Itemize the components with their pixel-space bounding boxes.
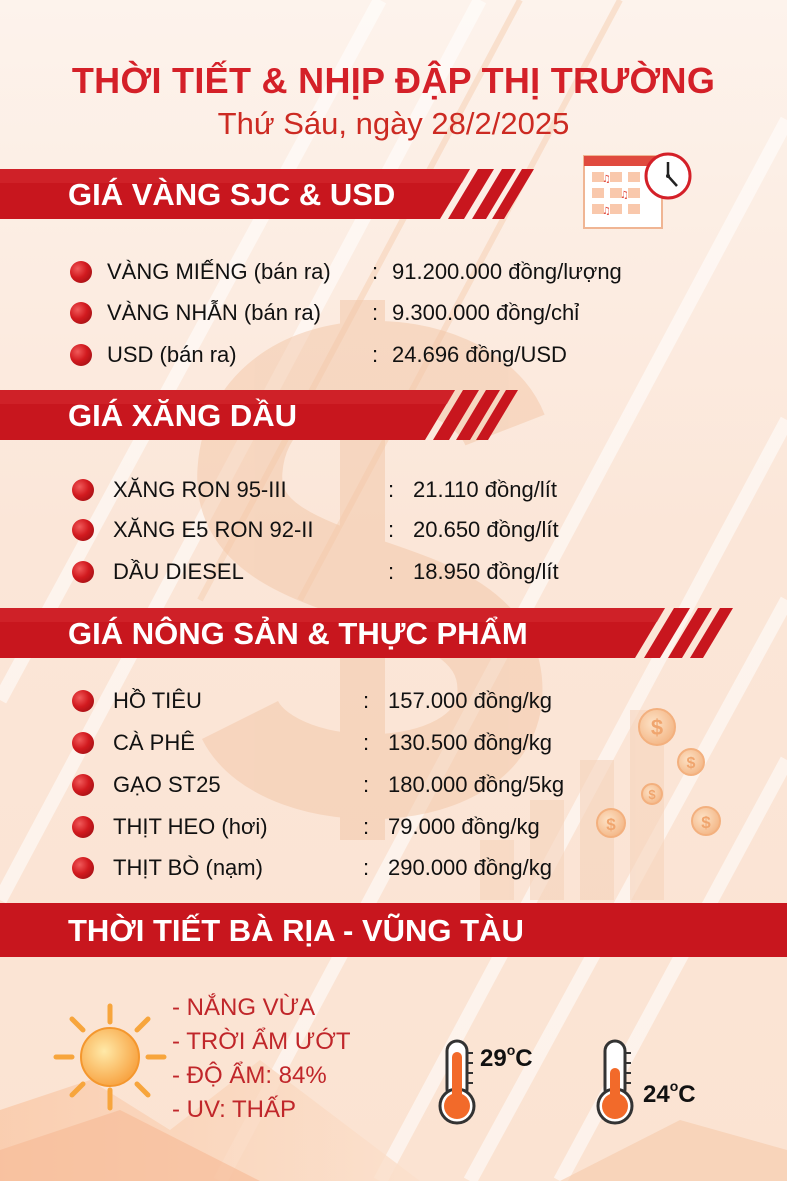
bullet-icon (72, 774, 94, 796)
section-header-weather (0, 903, 787, 957)
item-value: 180.000 đồng/5kg (388, 772, 565, 797)
item-value: 18.950 đồng/lít (413, 559, 559, 584)
bullet-icon (72, 732, 94, 754)
separator: : (372, 259, 379, 284)
item-label: GẠO ST25 (113, 772, 221, 797)
section-header-fuel (0, 390, 520, 440)
item-value: 79.000 đồng/kg (388, 814, 540, 839)
thermometer-icon (432, 1038, 482, 1128)
separator: : (388, 517, 395, 542)
page-title: THỜI TIẾT & NHỊP ĐẬP THỊ TRƯỜNG (71, 60, 716, 101)
section-heading: GIÁ XĂNG DẦU (68, 398, 298, 433)
item-value: 130.500 đồng/kg (388, 730, 552, 755)
bullet-icon (72, 479, 94, 501)
svg-text:♫: ♫ (602, 206, 611, 217)
section-header-agri (0, 608, 740, 658)
svg-text:$: $ (686, 755, 696, 772)
separator: : (363, 772, 370, 797)
bullet-icon (70, 302, 92, 324)
svg-text:$: $ (650, 715, 664, 740)
item-label: HỒ TIÊU (113, 688, 202, 713)
bullet-icon (70, 344, 92, 366)
svg-text:$: $ (648, 787, 656, 802)
item-value: 157.000 đồng/kg (388, 688, 552, 713)
item-label: XĂNG E5 RON 92-II (113, 517, 314, 542)
svg-text:$: $ (606, 815, 616, 834)
svg-text:$: $ (701, 813, 711, 832)
item-label: DẦU DIESEL (113, 559, 244, 584)
section-heading: THỜI TIẾT BÀ RỊA - VŨNG TÀU (68, 913, 524, 948)
bullet-icon (72, 690, 94, 712)
item-label: VÀNG NHẪN (bán ra) (107, 300, 321, 325)
svg-text:♫: ♫ (602, 174, 611, 185)
item-label: XĂNG RON 95-III (113, 477, 287, 502)
item-label: USD (bán ra) (107, 342, 237, 367)
temperature-low: 24$^o$C (643, 1078, 696, 1108)
page-date: Thứ Sáu, ngày 28/2/2025 (217, 106, 570, 141)
separator: : (363, 730, 370, 755)
section-heading: GIÁ NÔNG SẢN & THỰC PHẨM (68, 616, 528, 651)
item-value: 20.650 đồng/lít (413, 517, 559, 542)
separator: : (388, 477, 395, 502)
temperature-high: 29$^o$C (480, 1042, 533, 1072)
separator: : (372, 300, 379, 325)
item-label: THỊT BÒ (nạm) (113, 855, 263, 880)
separator: : (372, 342, 379, 367)
section-header-gold-usd (0, 169, 540, 219)
bullet-icon (72, 816, 94, 838)
separator: : (363, 855, 370, 880)
weather-condition: - NẮNG VỪA (172, 994, 316, 1021)
item-value: 21.110 đồng/lít (413, 477, 557, 502)
weather-condition: - TRỜI ẨM ƯỚT (172, 1028, 351, 1055)
item-value: 24.696 đồng/USD (392, 342, 567, 367)
item-label: CÀ PHÊ (113, 730, 195, 755)
item-label: THỊT HEO (hơi) (113, 814, 268, 839)
bullet-icon (72, 561, 94, 583)
item-value: 9.300.000 đồng/chỉ (392, 300, 580, 325)
section-heading: GIÁ VÀNG SJC & USD (68, 177, 396, 212)
bullet-icon (72, 519, 94, 541)
item-label: VÀNG MIẾNG (bán ra) (107, 259, 331, 284)
sun-icon (50, 1000, 170, 1115)
weather-condition: - UV: THẤP (172, 1096, 297, 1123)
item-value: 290.000 đồng/kg (388, 855, 552, 880)
separator: : (388, 559, 395, 584)
item-value: 91.200.000 đồng/lượng (392, 259, 622, 284)
svg-text:♫: ♫ (620, 190, 629, 201)
separator: : (363, 814, 370, 839)
bullet-icon (70, 261, 92, 283)
separator: : (363, 688, 370, 713)
weather-condition: - ĐỘ ẨM: 84% (172, 1062, 327, 1089)
calendar-clock-icon (580, 152, 695, 232)
bullet-icon (72, 857, 94, 879)
thermometer-icon (590, 1038, 640, 1128)
